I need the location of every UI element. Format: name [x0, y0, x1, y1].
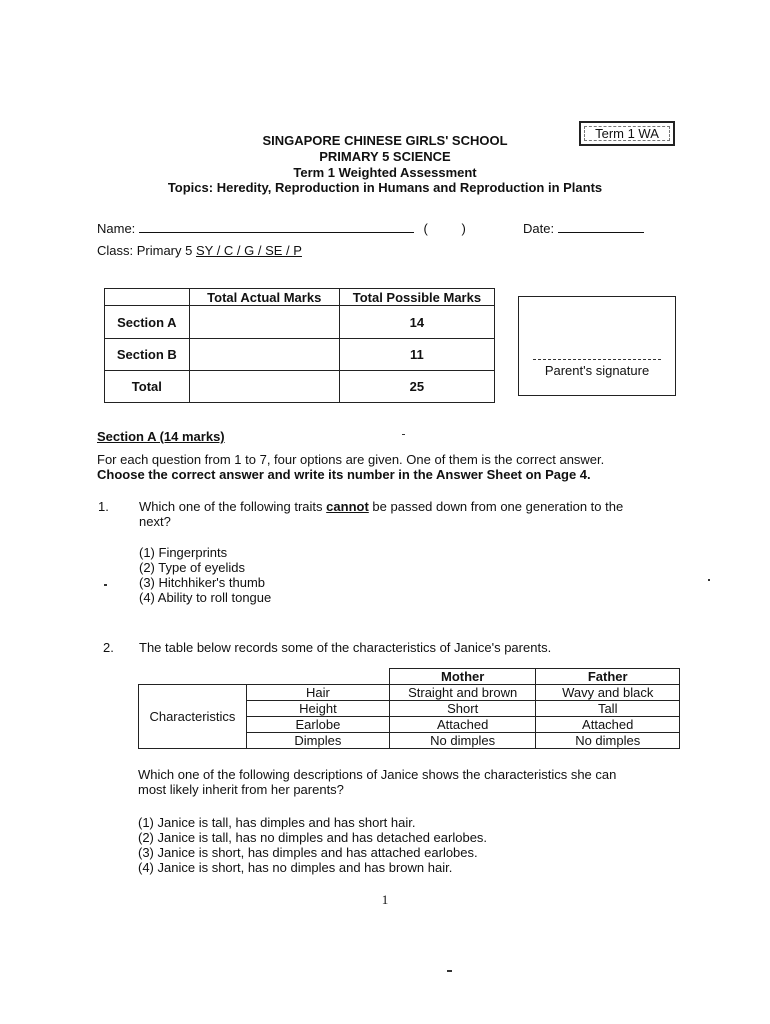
- row-group-label: Characteristics: [139, 685, 247, 749]
- date-row: [523, 220, 644, 236]
- marks-row-section-b: [105, 339, 495, 371]
- date-blank[interactable]: [558, 220, 644, 233]
- mother-cell: No dimples: [389, 733, 536, 749]
- class-row: [97, 243, 302, 258]
- school-name: SINGAPORE CHINESE GIRLS' SCHOOL: [262, 133, 508, 148]
- parents-characteristics-table: [138, 668, 680, 749]
- marks-actual-cell[interactable]: [189, 306, 339, 339]
- date-label: Date:: [523, 221, 555, 236]
- q1-options: [139, 545, 271, 605]
- q2-number: 2.: [103, 640, 114, 655]
- q1-text-after: be passed down from one generation to the: [372, 499, 624, 514]
- signature-label: Parent's signature: [544, 363, 650, 378]
- q1-text-before: Which one of the following traits: [139, 499, 323, 514]
- q2-option[interactable]: (3) Janice is short, has dimples and has attached earlobes.: [138, 845, 478, 860]
- marks-row-total: [105, 371, 495, 403]
- name-label: Name:: [97, 221, 136, 236]
- marks-header-possible: Total Possible Marks: [339, 289, 494, 306]
- trait-cell: Dimples: [246, 733, 389, 749]
- signature-line: [533, 359, 661, 360]
- trait-cell: Height: [246, 701, 389, 717]
- marks-actual-cell[interactable]: [189, 371, 339, 403]
- class-label: Class: Primary 5: [97, 243, 193, 258]
- q1-option[interactable]: (1) Fingerprints: [139, 545, 228, 560]
- scan-speck: [104, 584, 107, 586]
- marks-possible-cell: 25: [339, 371, 494, 403]
- father-cell: No dimples: [536, 733, 680, 749]
- q2-option[interactable]: (4) Janice is short, has no dimples and has brown hair.: [138, 860, 453, 875]
- assessment-title: Term 1 Weighted Assessment: [293, 165, 477, 180]
- mother-cell: Short: [389, 701, 536, 717]
- q1-option[interactable]: (3) Hitchhiker's thumb: [139, 575, 266, 590]
- marks-actual-cell[interactable]: [189, 339, 339, 371]
- marks-row-label: Total: [105, 371, 190, 403]
- q1-option[interactable]: (4) Ability to roll tongue: [139, 590, 272, 605]
- father-cell: Wavy and black: [536, 685, 680, 701]
- q1-number: 1.: [98, 499, 109, 514]
- q2-question-line2: most likely inherit from her parents?: [138, 782, 344, 797]
- marks-row-label: Section B: [105, 339, 190, 371]
- marks-row-section-a: [105, 306, 495, 339]
- mother-cell: Straight and brown: [389, 685, 536, 701]
- marks-header-row: [105, 289, 495, 306]
- page-number: 1: [381, 892, 389, 907]
- q1-text: [139, 499, 699, 514]
- q1-option[interactable]: (2) Type of eyelids: [139, 560, 245, 575]
- q2-option[interactable]: (2) Janice is tall, has no dimples and has detached earlobes.: [138, 830, 488, 845]
- mother-cell: Attached: [389, 717, 536, 733]
- q2-text: The table below records some of the characteristics of Janice's parents.: [139, 640, 552, 655]
- marks-table: [104, 288, 495, 403]
- term-tag: Term 1 WA: [595, 126, 659, 141]
- marks-possible-cell: 11: [339, 339, 494, 371]
- scan-speck: [447, 970, 452, 972]
- section-a-instruction: For each question from 1 to 7, four options are given. One of them is the correct answer.: [97, 452, 605, 467]
- scan-speck: [708, 579, 710, 581]
- class-options: SY / C / G / SE / P: [195, 243, 302, 258]
- col-header-father: Father: [536, 669, 680, 685]
- name-row: [97, 220, 466, 236]
- q2-option[interactable]: (1) Janice is tall, has dimples and has short hair.: [138, 815, 416, 830]
- q2-question-line1: Which one of the following descriptions of Janice shows the characteristics she can: [138, 767, 617, 782]
- section-a-title: Section A (14 marks): [97, 429, 225, 444]
- scan-speck: [402, 434, 405, 435]
- q1-text-line2: next?: [139, 514, 171, 529]
- trait-cell: Earlobe: [246, 717, 389, 733]
- table-row: [139, 685, 680, 701]
- name-blank[interactable]: [139, 220, 414, 233]
- q2-options: [138, 815, 487, 875]
- trait-cell: Hair: [246, 685, 389, 701]
- father-cell: Attached: [536, 717, 680, 733]
- index-paren-open: (: [423, 221, 428, 236]
- marks-header-blank: [105, 289, 190, 306]
- topics-line: Topics: Heredity, Reproduction in Humans and Reproduction in Plants: [167, 180, 603, 195]
- marks-header-actual: Total Actual Marks: [189, 289, 339, 306]
- section-a-instruction-bold: Choose the correct answer and write its number in the Answer Sheet on Page 4.: [97, 467, 591, 482]
- marks-possible-cell: 14: [339, 306, 494, 339]
- parent-signature-box[interactable]: [518, 296, 676, 396]
- level-title: PRIMARY 5 SCIENCE: [319, 149, 451, 164]
- marks-row-label: Section A: [105, 306, 190, 339]
- q1-text-emph: cannot: [326, 499, 369, 514]
- father-cell: Tall: [536, 701, 680, 717]
- char-header-row: [139, 669, 680, 685]
- index-paren-close: ): [461, 221, 466, 236]
- col-header-mother: Mother: [389, 669, 536, 685]
